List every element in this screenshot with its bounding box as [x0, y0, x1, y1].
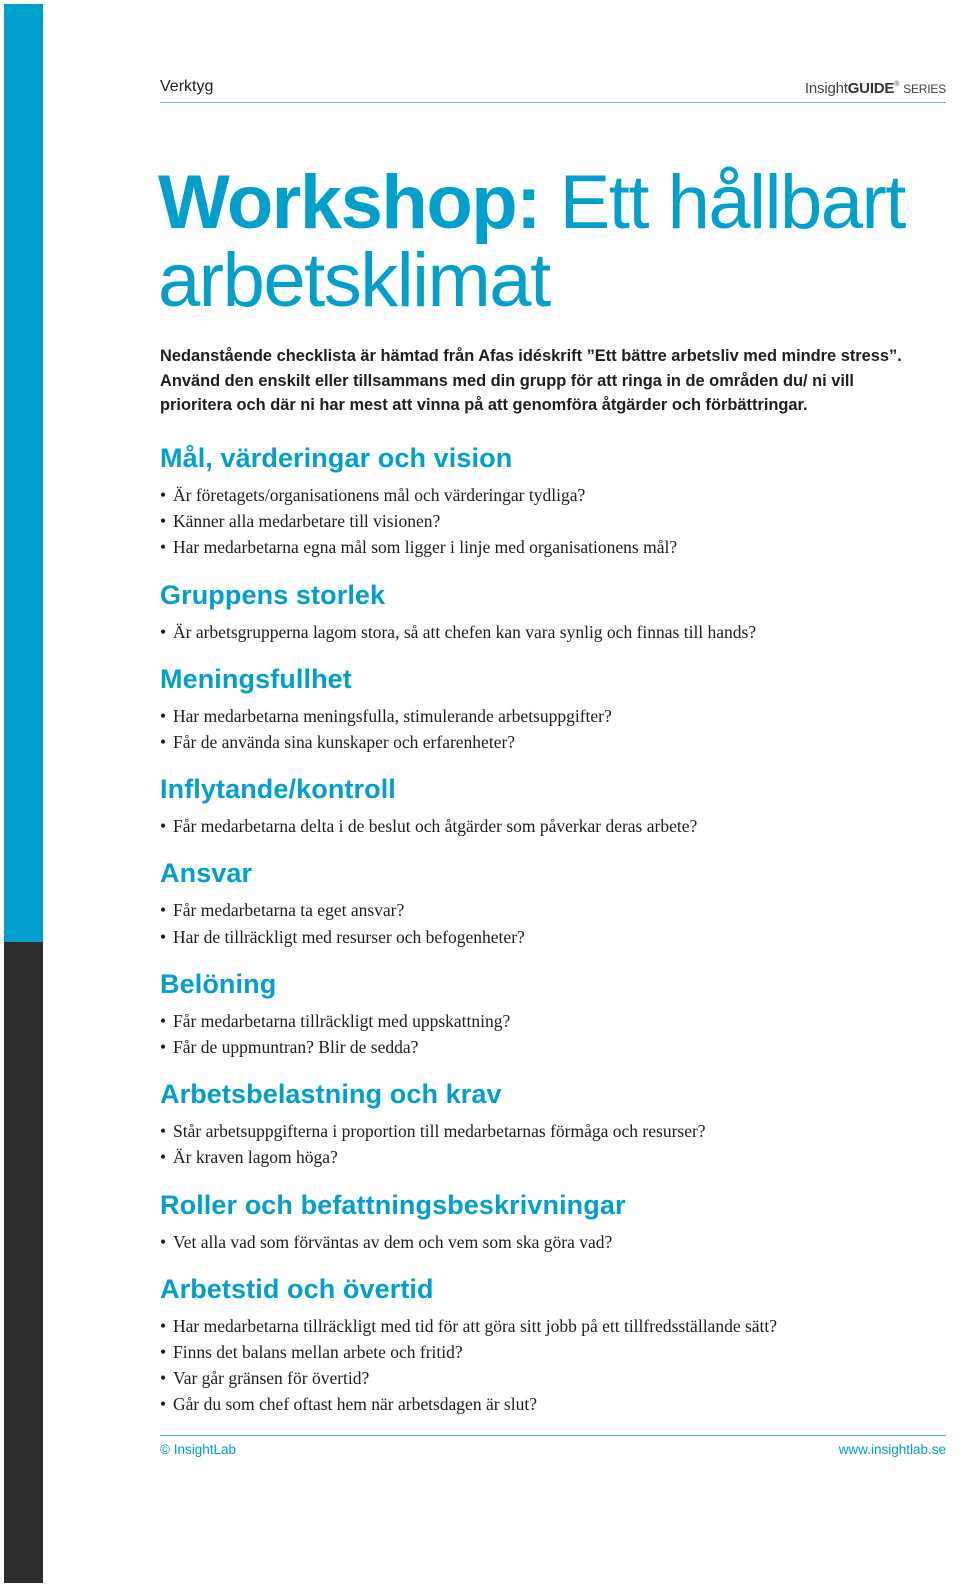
intro-paragraph: Nedanstående checklista är hämtad från Afas idéskrift ”Ett bättre arbetsliv med mindre stress”. Använd den enskilt eller tillsammans med din grupp för att ringa in de områden du/ ni vill prioritera och där ni har mest att vinna på att genomföra åtgärder och förbättringar.: [160, 347, 902, 414]
checklist-items: [160, 1313, 920, 1418]
checklist-items: [160, 1118, 920, 1170]
checklist-item: • Får medarbetarna tillräckligt med uppskattning?: [160, 1008, 920, 1034]
checklist-items: [160, 813, 920, 839]
checklist-item: • Är arbetsgrupperna lagom stora, så att chefen kan vara synlig och finnas till hands?: [160, 619, 920, 645]
sidebar-dark-bar: [4, 942, 43, 1583]
checklist-item: • Känner alla medarbetare till visionen?: [160, 508, 920, 534]
checklist-item: • Står arbetsuppgifterna i proportion till medarbetarnas förmåga och resurser?: [160, 1118, 920, 1144]
section-heading: Arbetsbelastning och krav: [160, 1079, 502, 1110]
checklist-item: • Är företagets/organisationens mål och värderingar tydliga?: [160, 482, 920, 508]
checklist-section: [160, 966, 920, 1060]
checklist-section: [160, 440, 920, 561]
checklist-items: [160, 703, 920, 755]
checklist-item: • Har de tillräckligt med resurser och befogenheter?: [160, 924, 920, 950]
page-title: [158, 160, 938, 323]
section-heading: Arbetstid och övertid: [160, 1273, 434, 1304]
checklist-section: [160, 855, 920, 949]
checklist-section: [160, 661, 920, 755]
checklist-item: • Får de uppmuntran? Blir de sedda?: [160, 1034, 920, 1060]
page-header: [160, 76, 946, 103]
title-light-part: Ett hållbart arbetsklimat: [158, 160, 905, 323]
section-heading: Roller och befattningsbeskrivningar: [160, 1189, 626, 1220]
checklist-item: • Vet alla vad som förväntas av dem och vem som ska göra vad?: [160, 1229, 920, 1255]
checklist-items: [160, 619, 920, 645]
checklist-items: [160, 1008, 920, 1060]
website-link[interactable]: www.insightlab.se: [838, 1442, 946, 1457]
checklist-item: • Var går gränsen för övertid?: [160, 1365, 920, 1391]
checklist-item: • Har medarbetarna egna mål som ligger i linje med organisationens mål?: [160, 534, 920, 560]
checklist-item: • Får medarbetarna ta eget ansvar?: [160, 897, 920, 923]
copyright: © InsightLab: [160, 1442, 236, 1457]
section-heading: Gruppens storlek: [160, 579, 386, 610]
section-heading: Mål, värderingar och vision: [160, 443, 513, 473]
checklist-item: • Får de använda sina kunskaper och erfarenheter?: [160, 729, 920, 755]
checklist-item: • Är kraven lagom höga?: [160, 1144, 920, 1170]
checklist-item: • Har medarbetarna tillräckligt med tid för att göra sitt jobb på ett tillfredsställande sätt?: [160, 1313, 920, 1339]
checklist-section: [160, 1076, 920, 1170]
page-footer: [160, 1435, 946, 1466]
section-heading: Meningsfullhet: [160, 663, 352, 694]
checklist-section: [160, 577, 920, 645]
section-heading: Ansvar: [160, 858, 253, 889]
title-bold-part: Workshop:: [158, 160, 540, 245]
checklist-items: [160, 1229, 920, 1255]
checklist-item: • Får medarbetarna delta i de beslut och åtgärder som påverkar deras arbete?: [160, 813, 920, 839]
brand-logo: InsightGUIDE® SERIES: [804, 80, 946, 97]
checklist-items: [160, 897, 920, 949]
checklist-items: [160, 482, 920, 561]
checklist-item: • Har medarbetarna meningsfulla, stimulerande arbetsuppgifter?: [160, 703, 920, 729]
checklist-section: [160, 1187, 920, 1255]
sidebar-accent-bar: [4, 4, 43, 942]
section-label: Verktyg: [160, 78, 214, 95]
checklist: [160, 440, 920, 1418]
checklist-section: [160, 1271, 920, 1418]
checklist-item: • Går du som chef oftast hem när arbetsdagen är slut?: [160, 1391, 920, 1417]
section-heading: Inflytande/kontroll: [160, 774, 396, 805]
section-heading: Belöning: [160, 968, 277, 999]
checklist-item: • Finns det balans mellan arbete och fritid?: [160, 1339, 920, 1365]
checklist-section: [160, 771, 920, 839]
